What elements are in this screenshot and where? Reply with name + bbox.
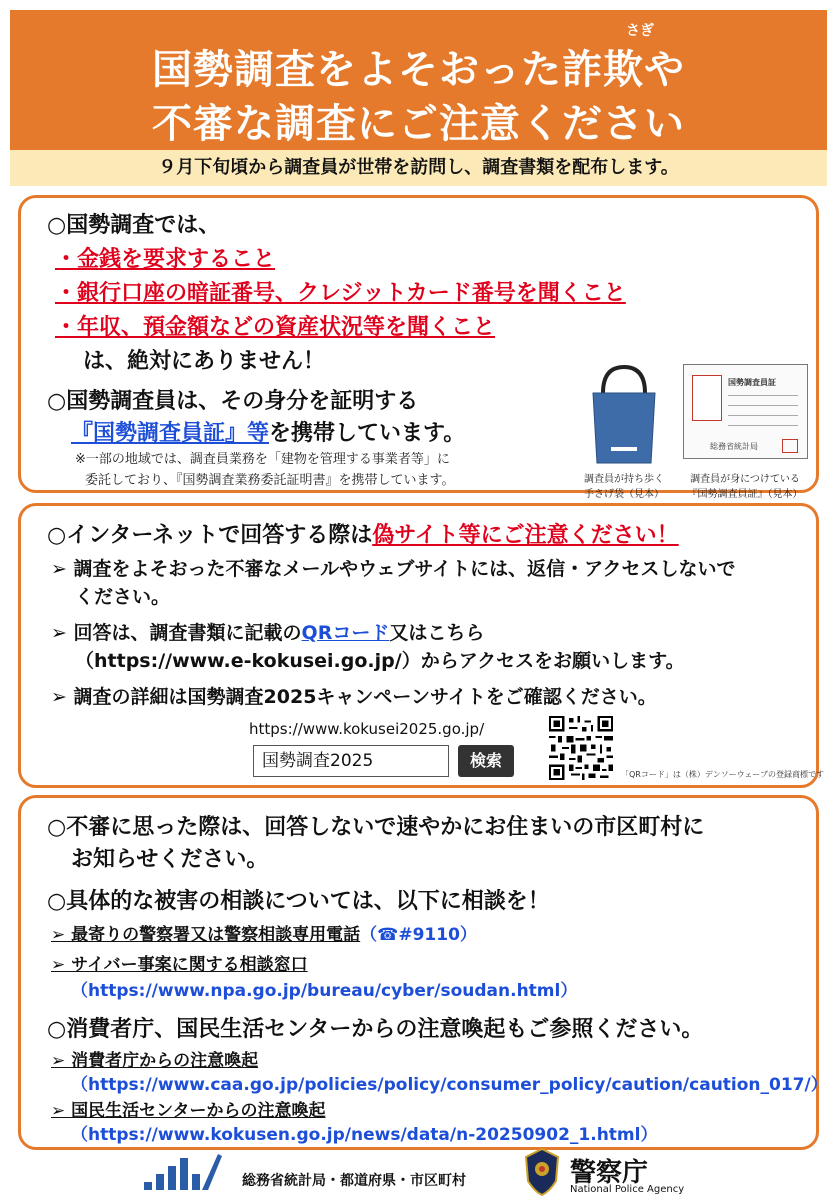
internet-item-2: ➢ 回答は、調査書類に記載のQRコード又はこちら xyxy=(51,622,485,644)
footer-org: 総務省統計局・都道府県・市区町村 xyxy=(242,1173,466,1189)
id-card-issuer: 総務省統計局 xyxy=(710,442,758,451)
caa-alert-link[interactable]: ➢ 消費者庁からの注意喚起 xyxy=(51,1051,259,1071)
id-card-image xyxy=(683,364,808,459)
title-line-1: 国勢調査をよそおった詐欺や xyxy=(152,47,685,93)
internet-item-3: ➢ 調査の詳細は国勢調査2025キャンペーンサイトをご確認ください。 xyxy=(51,686,657,708)
section-survey-rules xyxy=(18,195,819,500)
qr-code-icon[interactable] xyxy=(549,716,613,780)
internet-item-1-line2: ください。 xyxy=(75,586,171,608)
cyber-consult-link[interactable]: ➢ サイバー事案に関する相談窓口 xyxy=(51,955,308,975)
id-tail: を携帯しています。 xyxy=(269,421,466,446)
search-input[interactable]: 国勢調査2025 xyxy=(253,745,449,777)
section-consultation xyxy=(18,795,828,1150)
tote-bag-image xyxy=(581,363,667,468)
qr-trademark-note: 「QRコード」は（株）デンソーウェーブの登録商標です xyxy=(621,770,824,779)
contact-municipality-line2: お知らせください。 xyxy=(71,847,269,872)
police-phone[interactable]: （☎#9110） xyxy=(360,925,477,945)
header-banner xyxy=(10,10,827,150)
id-card-link[interactable]: 『国勢調査員証』等 xyxy=(71,421,270,446)
police-emblem-icon xyxy=(522,1147,562,1197)
caa-alert-url[interactable]: （https://www.caa.go.jp/policies/policy/consumer_policy/caution/caution_017/） xyxy=(71,1075,828,1095)
contact-municipality-line1: ○不審に思った際は、回答しないで速やかにお住まいの市区町村に xyxy=(47,815,705,840)
section1-heading: ○国勢調査では、 xyxy=(47,213,221,238)
card-caption: 調査員が身につけている 『国勢調査員証』（見本） xyxy=(687,474,803,500)
campaign-site-url[interactable]: https://www.kokusei2025.go.jp/ xyxy=(249,720,485,738)
consult-item-police xyxy=(51,920,477,945)
title-line-2: 不審な調査にご注意ください xyxy=(152,101,685,147)
title-ruby: さぎ xyxy=(626,23,654,39)
search-button[interactable]: 検索 xyxy=(458,745,514,777)
police-station-link[interactable]: ➢ 最寄りの警察署又は警察相談専用電話 xyxy=(51,925,361,945)
rule-item-money: ・金銭を要求すること xyxy=(55,247,276,272)
id-heading: ○国勢調査員は、その身分を証明する xyxy=(47,389,419,414)
kokusen-alert-url[interactable]: （https://www.kokusen.go.jp/news/data/n-20250902_1.html） xyxy=(71,1125,658,1145)
internet-item-1-line1: ➢ 調査をよそおった不審なメールやウェブサイトには、返信・アクセスしないで xyxy=(51,558,736,580)
e-kokusei-url-line[interactable]: （https://www.e-kokusei.go.jp/）からアクセスをお願いします。 xyxy=(75,650,685,672)
kokusen-alert-link[interactable]: ➢ 国民生活センターからの注意喚起 xyxy=(51,1101,326,1121)
police-agency-english: National Police Agency xyxy=(570,1184,685,1195)
note-line-2: 委託しており、『国勢調査業務委託証明書』を携帯しています。 xyxy=(85,473,455,488)
fake-site-warning: 偽サイト等にご注意ください！ xyxy=(372,523,679,548)
rule-item-assets: ・年収、預金額などの資産状況等を聞くこと xyxy=(55,315,496,340)
caa-heading: ○消費者庁、国民生活センターからの注意喚起もご参照ください。 xyxy=(47,1017,704,1042)
stats-bureau-logo xyxy=(142,1150,232,1195)
qr-code-link[interactable]: QRコード xyxy=(301,622,390,644)
section-internet xyxy=(18,503,824,788)
stamp-icon xyxy=(782,439,798,453)
rule-conclusion: は、絶対にありません！ xyxy=(83,349,326,374)
section2-heading: ○インターネットで回答する際は偽サイト等にご注意ください！ xyxy=(47,523,679,548)
id-photo-placeholder xyxy=(692,375,722,421)
id-card-title: 国勢調査員証 xyxy=(728,378,776,387)
leaflet xyxy=(10,10,827,1195)
bag-caption: 調査員が持ち歩く 手さげ袋（見本） xyxy=(584,474,664,500)
npa-cyber-url[interactable]: （https://www.npa.go.jp/bureau/cyber/soudan.html） xyxy=(71,981,578,1001)
rule-item-bank: ・銀行口座の暗証番号、クレジットカード番号を聞くこと xyxy=(55,281,626,306)
police-agency-name: 警察庁 xyxy=(570,1158,649,1188)
id-line xyxy=(71,416,465,447)
subtitle: ９月下旬頃から調査員が世帯を訪問し、調査書類を配布します。 xyxy=(10,150,827,186)
note-line-1: ※一部の地域では、調査員業務を「建物を管理する事業者等」に xyxy=(75,452,450,467)
consult-heading: ○具体的な被害の相談については、以下に相談を！ xyxy=(47,889,550,914)
